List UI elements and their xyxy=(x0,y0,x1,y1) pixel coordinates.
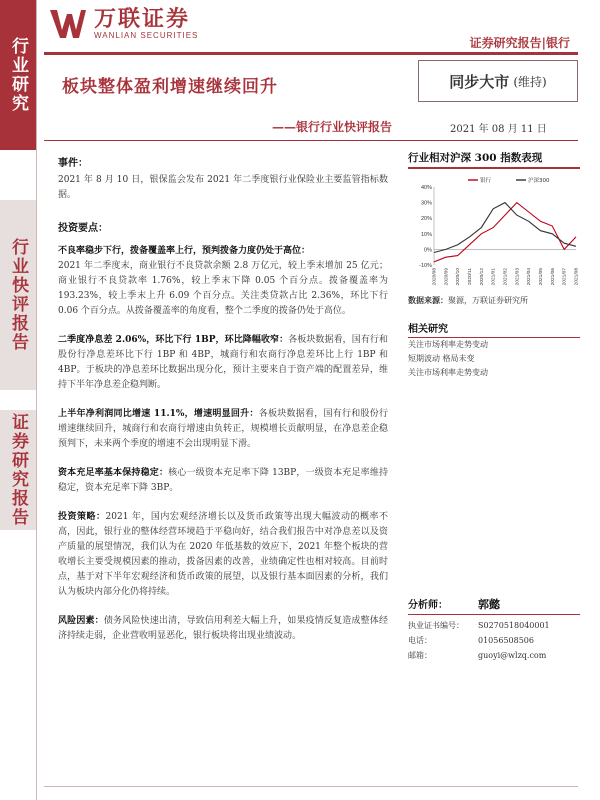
footer-divider xyxy=(44,786,578,787)
x-tick-label: 2020/08 xyxy=(432,268,438,286)
title-divider xyxy=(44,140,578,141)
sidebar-label-1: 行业研究 xyxy=(8,37,28,113)
brand-logo xyxy=(50,8,198,40)
sidebar-block-industry-research xyxy=(0,0,36,150)
event-heading: 事件： xyxy=(58,158,88,169)
main-content xyxy=(58,152,388,648)
legend-label-bank: 银行 xyxy=(480,178,492,184)
point-profit xyxy=(58,407,388,452)
logo-english-name: WANLIAN SECURITIES xyxy=(94,30,199,40)
point-capital-text: 核心一级资本充足率下降 13BP，一级资本充足率维持稳定，资本充足率下降 3BP。 xyxy=(58,468,388,493)
analyst-block xyxy=(408,596,580,663)
source-text: 聚源，万联证券研究所 xyxy=(448,296,528,305)
x-tick-label: 2021/04 xyxy=(527,268,533,286)
x-tick-label: 2021/06 xyxy=(550,268,556,286)
analyst-email-label: 邮箱： xyxy=(408,651,432,660)
point-capital xyxy=(58,466,388,496)
x-tick-label: 2020/09 xyxy=(444,268,450,286)
series-line-hs300 xyxy=(434,203,576,253)
analyst-phone-value: 01056508506 xyxy=(478,636,534,645)
y-tick-label: 20% xyxy=(420,216,432,223)
performance-chart xyxy=(408,173,580,291)
point-npl-text: 2021 年二季度末，商业银行不良贷款余额 2.8 万亿元，较上季末增加 25 亿元；商业银行不良贷款率 1.76%，较上季末下降 0.05 个百分点。拨备覆盖率为 193.23%，较上季末上升 6.09 个百分点。关注类贷款占比 2.36%，环比下行 0.06 个百分点。从拨备覆盖率的角度看，整个二季度的拨备仍处于高位。 xyxy=(58,261,388,316)
point-strategy-lead: 投资策略： xyxy=(58,512,106,522)
x-tick-label: 2021/01 xyxy=(491,268,497,286)
x-tick-label: 2021/05 xyxy=(539,268,544,286)
related-research-title: 相关研究 xyxy=(408,320,580,338)
x-tick-label: 2021/03 xyxy=(515,268,521,286)
analyst-phone-label: 电话： xyxy=(408,636,432,645)
x-tick-label: 2021/07 xyxy=(562,268,568,286)
point-strategy xyxy=(58,510,388,600)
related-research-list xyxy=(408,338,580,380)
invest-heading: 投资要点： xyxy=(58,223,108,234)
point-capital-lead: 资本充足率基本保持稳定： xyxy=(58,468,169,478)
point-risk-lead: 风险因素： xyxy=(58,616,104,626)
analyst-license-label: 执业证书编号： xyxy=(408,621,464,630)
y-tick-label: 30% xyxy=(420,200,432,207)
legend-label-hs300: 沪深300 xyxy=(528,178,550,184)
point-nim xyxy=(58,333,388,393)
chart-source xyxy=(408,295,580,306)
analyst-license-row xyxy=(408,618,580,633)
rating-box xyxy=(418,60,578,102)
x-tick-label: 2020/11 xyxy=(468,268,473,285)
analyst-name: 郭懿 xyxy=(478,598,500,611)
report-date: 2021 年 08 月 11 日 xyxy=(450,124,547,135)
point-npl xyxy=(58,244,388,319)
x-tick-label: 2021/02 xyxy=(503,268,509,286)
point-profit-text: 各板块数据看，国有行和股份行增速继续回升，城商行和农商行增速由负转正，规模增长贡献明显，在净息差企稳预判下，未来两个季度的增速不会出现明显下滑。 xyxy=(58,409,388,449)
point-risk-text: 债务风险快速出清，导致信用利差大幅上升，如果疫情反复造成整体经济持续走弱，企业营收明显恶化，银行板块将出现业绩波动。 xyxy=(58,616,388,641)
related-item[interactable]: 关注市场利率走势变动 xyxy=(408,368,488,377)
analyst-header xyxy=(408,596,580,615)
y-tick-label: 10% xyxy=(420,231,432,238)
y-tick-label: -10% xyxy=(419,263,432,269)
analyst-email-value[interactable]: guoyi@wlzq.com xyxy=(478,651,547,660)
y-tick-label: 0% xyxy=(424,247,432,254)
point-nim-text: 各板块数据看，国有行和股份行净息差环比下行 1BP 和 4BP，城商行和农商行净息差环比上行 1BP 和 4BP。于板块的净息差环比数据出现分化，预计主要来自于资产端的配置差异，维持下半年净息差企稳判断。 xyxy=(58,335,388,390)
related-item[interactable]: 关注市场利率走势变动 xyxy=(408,340,488,349)
x-tick-label: 2021/08 xyxy=(574,268,580,286)
report-type: 证券研究报告|银行 xyxy=(469,36,570,50)
point-risk xyxy=(58,614,388,644)
rating-note: (维持) xyxy=(513,74,547,89)
header-divider xyxy=(44,52,578,55)
analyst-license-value: S0270518040001 xyxy=(478,621,550,630)
sidebar-label-2: 行业快评报告 xyxy=(8,238,28,352)
x-tick-label: 2020/10 xyxy=(456,268,462,286)
point-strategy-text: 2021 年，国内宏观经济增长以及货币政策等出现大幅波动的概率不高，因此，银行业的整体经营环境趋于平稳向好，结合我们报告中对净息差以及资产质量的展望情况，我们认为在 2020 年低基数的效应下，2021 年整个板块的营收增长主要受规模因素的推动，拨备因素的改善，业绩确定性也相对较高。目前时点，基于对下半年宏观经济和货币政策的展望，以及银行基本面因素的分析，我们认为板块内部分化仍将持续。 xyxy=(58,512,388,597)
sidebar-label-3: 证券研究报告 xyxy=(8,413,28,527)
sidebar-block-securities-report xyxy=(0,410,36,530)
analyst-phone-row xyxy=(408,633,580,648)
sidebar-block-flash-report xyxy=(0,200,36,390)
sidebar xyxy=(0,0,37,800)
report-subtitle: ——银行行业快评报告 xyxy=(272,120,393,134)
point-nim-lead: 二季度净息差 2.06%，环比下行 1BP，环比降幅收窄： xyxy=(58,335,289,345)
chart-title: 行业相对沪深 300 指数表现 xyxy=(408,150,580,169)
rating-label: 同步大市 xyxy=(449,72,510,91)
analyst-email-row xyxy=(408,648,580,663)
point-profit-lead: 上半年净利润同比增速 11.1%，增速明显回升： xyxy=(58,409,259,419)
point-npl-lead: 不良率稳步下行，拨备覆盖率上行，预判拨备力度仍处于高位： xyxy=(58,246,311,256)
x-tick-label: 2020/12 xyxy=(479,268,485,286)
event-text: 2021 年 8 月 10 日，银保监会发布 2021 年二季度银行业保险业主要监管指标数据。 xyxy=(58,175,388,200)
right-column xyxy=(408,150,580,380)
source-label: 数据来源： xyxy=(408,295,448,305)
logo-chinese-name: 万联证券 xyxy=(94,6,191,32)
y-tick-label: 40% xyxy=(420,185,432,191)
analyst-label: 分析师： xyxy=(408,600,448,611)
series-line-bank xyxy=(434,203,576,262)
report-title: 板块整体盈利增速继续回升 xyxy=(62,77,278,97)
logo-w-icon xyxy=(50,8,86,40)
related-item[interactable]: 短期波动 格局未变 xyxy=(408,354,475,363)
